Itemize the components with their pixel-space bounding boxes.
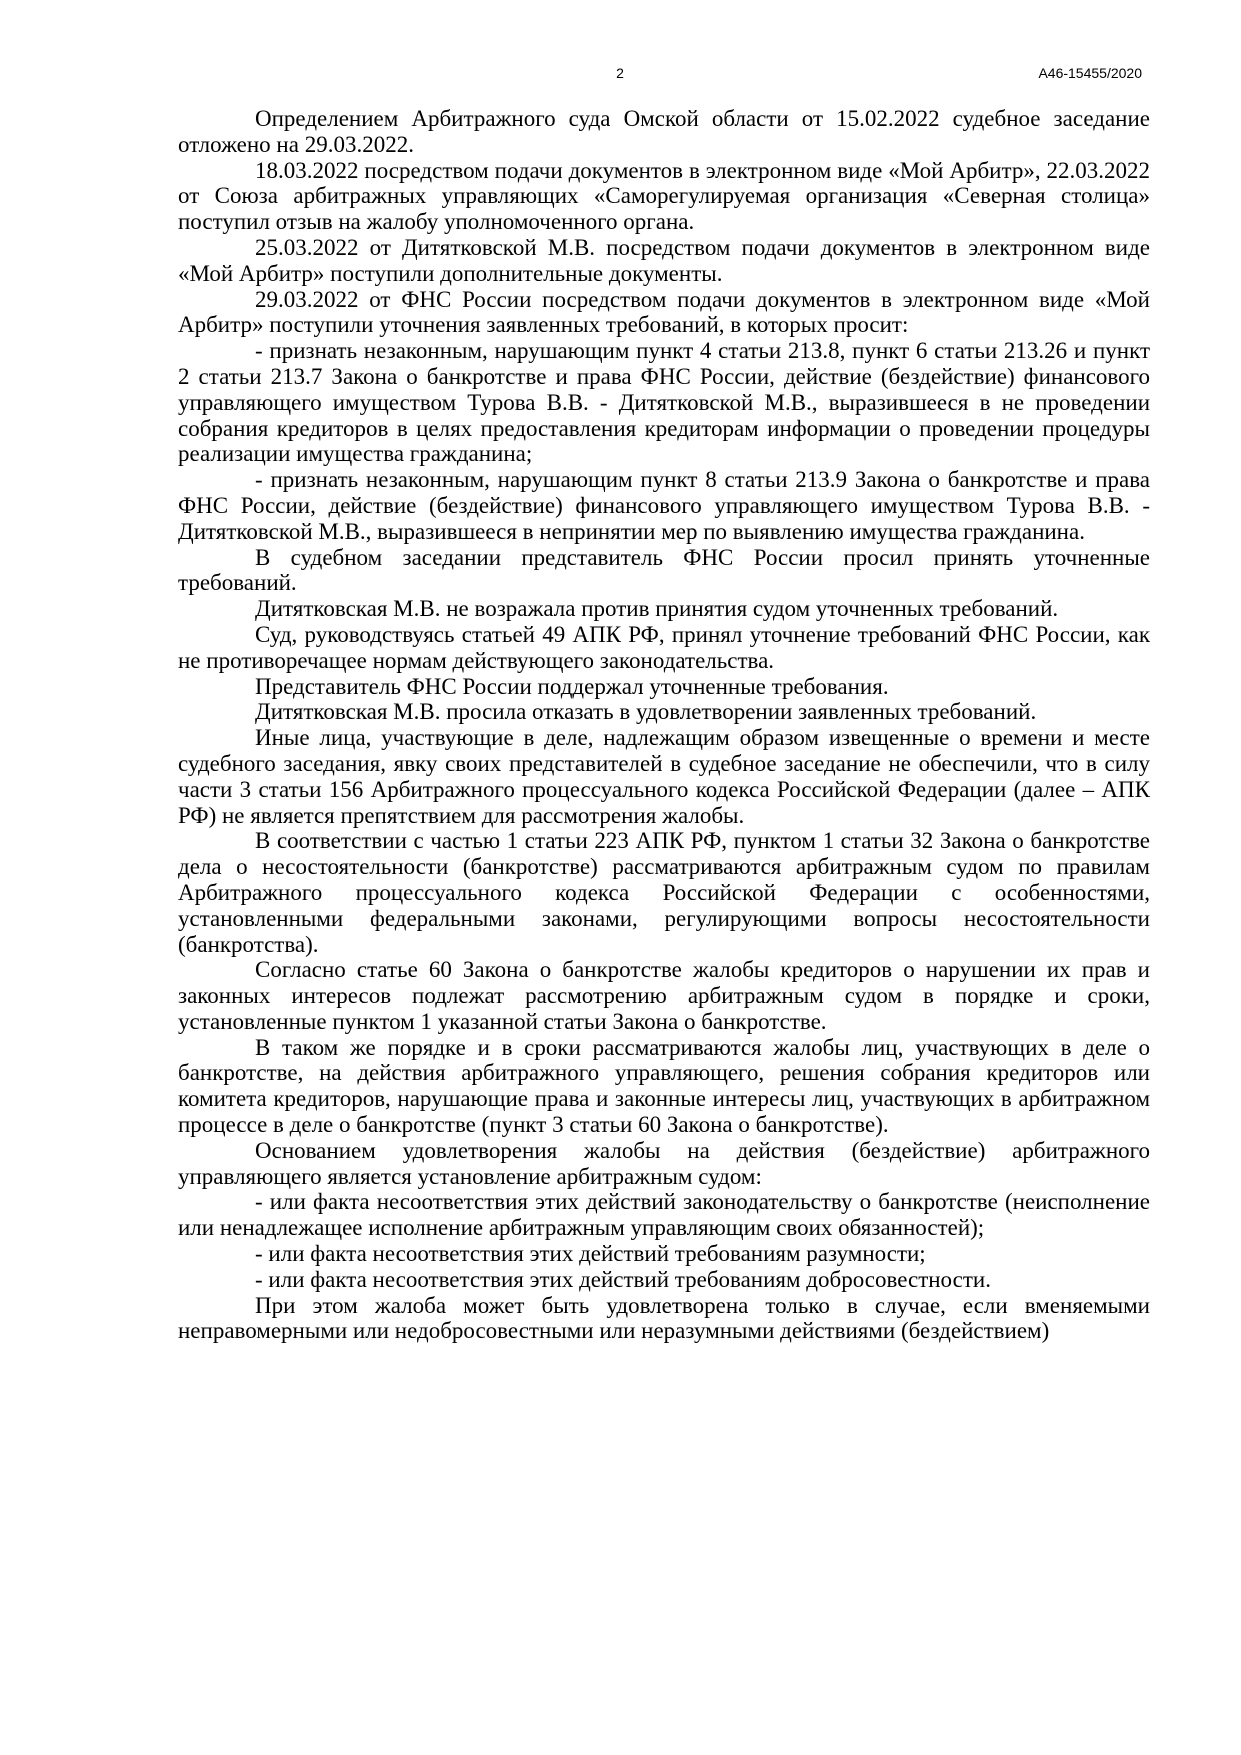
paragraph: Представитель ФНС России поддержал уточненные требования. xyxy=(255,673,889,699)
paragraph: - или факта несоответствия этих действий требованиям разумности; xyxy=(255,1241,926,1267)
case-number: А46-15455/2020 xyxy=(1038,65,1142,81)
paragraph: Суд, руководствуясь статьей 49 АПК РФ, принял уточнение требований ФНС России, как не противоречащее нормам действующего законодательства. xyxy=(178,621,1150,673)
paragraph: В таком же порядке и в сроки рассматриваются жалобы лиц, участвующих в деле о банкротстве, на действия арбитражного управляющего, решения собрания кредиторов или комитета кредиторов, нарушающие права и законные интересы лиц, участвующих в арбитражном процессе в деле о банкротстве (пункт 3 статьи 60 Закона о банкротстве). xyxy=(178,1034,1150,1138)
paragraph: При этом жалоба может быть удовлетворена только в случае, если вменяемыми неправомерными или недобросовестными или неразумными действиями (бездействием) xyxy=(178,1292,1150,1344)
paragraph: - или факта несоответствия этих действий законодательству о банкротстве (неисполнение или ненадлежащее исполнение арбитражным управляющим своих обязанностей); xyxy=(178,1189,1150,1241)
document-body xyxy=(178,106,1150,1344)
paragraph: Основанием удовлетворения жалобы на действия (бездействие) арбитражного управляющего является установление арбитражным судом: xyxy=(178,1137,1150,1189)
paragraph: Дитятковская М.В. просила отказать в удовлетворении заявленных требований. xyxy=(255,699,1037,725)
paragraph: - или факта несоответствия этих действий требованиям добросовестности. xyxy=(255,1266,991,1292)
page-number: 2 xyxy=(616,65,624,81)
paragraph: 29.03.2022 от ФНС России посредством подачи документов в электронном виде «Мой Арбитр» поступили уточнения заявленных требований, в которых просит: xyxy=(178,286,1150,338)
paragraph: 25.03.2022 от Дитятковской М.В. посредством подачи документов в электронном виде «Мой Арбитр» поступили дополнительные документы. xyxy=(178,234,1150,286)
paragraph: 18.03.2022 посредством подачи документов в электронном виде «Мой Арбитр», 22.03.2022 от Союза арбитражных управляющих «Саморегулируемая организация «Северная столица» поступил отзыв на жалобу уполномоченного органа. xyxy=(178,157,1150,235)
paragraph: Дитятковская М.В. не возражала против принятия судом уточненных требований. xyxy=(255,596,1059,622)
paragraph: Иные лица, участвующие в деле, надлежащим образом извещенные о времени и месте судебного заседания, явку своих представителей в судебное заседание не обеспечили, что в силу части 3 статьи 156 Арбитражного процессуального кодекса Российской Федерации (далее – АПК РФ) не является препятствием для рассмотрения жалобы. xyxy=(178,725,1150,828)
paragraph: В судебном заседании представитель ФНС России просил принять уточненные требований. xyxy=(178,544,1150,596)
paragraph: Определением Арбитражного суда Омской области от 15.02.2022 судебное заседание отложено на 29.03.2022. xyxy=(178,106,1150,157)
paragraph: - признать незаконным, нарушающим пункт 8 статьи 213.9 Закона о банкротстве и права ФНС России, действие (бездействие) финансового управляющего имуществом Турова В.В. - Дитятковской М.В., выразившееся в непринятии мер по выявлению имущества гражданина. xyxy=(178,467,1150,544)
paragraph: - признать незаконным, нарушающим пункт 4 статьи 213.8, пункт 6 статьи 213.26 и пункт 2 статьи 213.7 Закона о банкротстве и права ФНС России, действие (бездействие) финансового управляющего имуществом Турова В.В. - Дитятковской М.В., выразившееся в не проведении собрания кредиторов в целях предоставления кредиторам информации о проведении процедуры реализации имущества гражданина; xyxy=(178,338,1150,467)
paragraph: В соответствии с частью 1 статьи 223 АПК РФ, пунктом 1 статьи 32 Закона о банкротстве дела о несостоятельности (банкротстве) рассматриваются арбитражным судом по правилам Арбитражного процессуального кодекса Российской Федерации с особенностями, установленными федеральными законами, регулирующими вопросы несостоятельности (банкротства). xyxy=(178,828,1150,957)
paragraph: Согласно статье 60 Закона о банкротстве жалобы кредиторов о нарушении их прав и законных интересов подлежат рассмотрению арбитражным судом в порядке и сроки, установленные пунктом 1 указанной статьи Закона о банкротстве. xyxy=(178,957,1150,1034)
